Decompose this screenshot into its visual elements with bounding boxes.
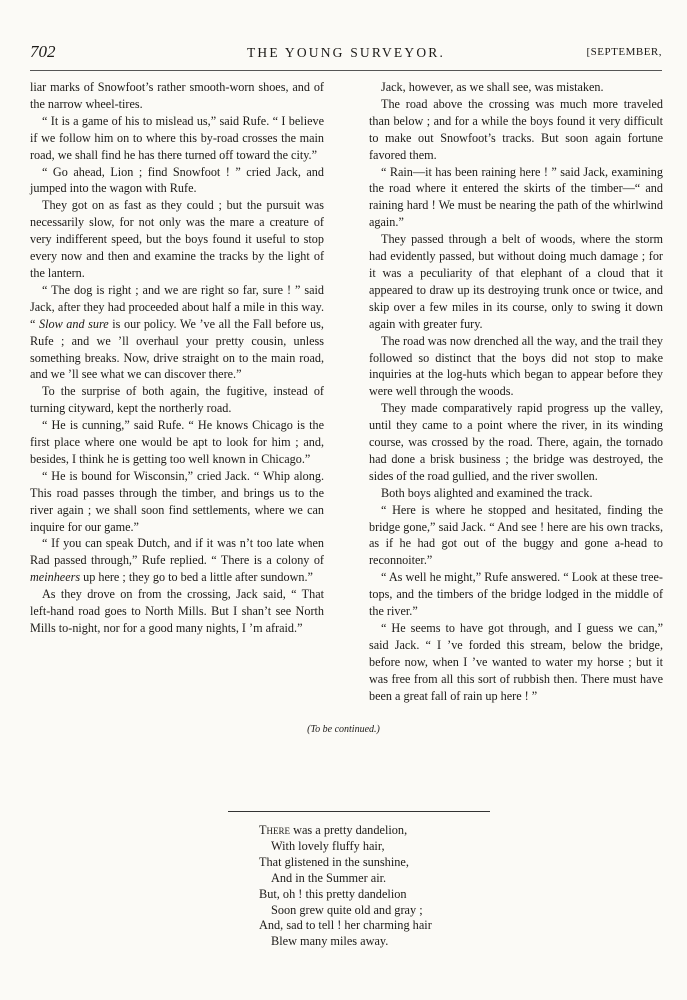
paragraph: “ Go ahead, Lion ; find Snowfoot ! ” cried Jack, and jumped into the wagon with Rufe. [30,164,324,196]
emphasis: meinheers [30,570,81,585]
poem-first-word: There [259,823,291,837]
emphasis: Slow and sure [39,316,109,331]
paragraph: As they drove on from the crossing, Jack said, “ That left-hand road goes to North Mills. But I shan’t see North Mills to-night, nor for a good many nights, I ’m afraid.” [30,587,324,635]
poem-line: With lovely fluffy hair, [271,838,385,853]
section-separator [228,811,490,812]
paragraph: “ As well he might,” Rufe answered. “ Look at these tree-tops, and the timbers of the bridge lodged in the middle of the river.” [369,570,663,619]
continued-note: (To be continued.) [307,724,380,735]
page-number: 702 [30,42,56,61]
paragraph: The road above the crossing was much more traveled than below ; and for a while the boys found it very difficult to make out Snowfoot’s tracks. But soon again fortune favored them. [369,96,663,162]
page-header [30,42,662,64]
paragraph: “ It is a game of his to mislead us,” said Rufe. “ I believe if we follow him on to where this by-road crosses the main road, we shall find he has there turned off toward the city.” [30,113,324,162]
poem-line: Soon grew quite old and gray ; [271,902,423,917]
poem-first-line-rest: was a pretty dandelion, [290,823,408,837]
paragraph: They passed through a belt of woods, where the storm had evidently passed, but without doing much damage ; for it was a peculiarity of that elephant of a cloud that it appeared to draw up its destroying trunk once or twice, and skip over a few miles in its course, only to swing it down again with greater fury. [369,232,663,331]
paragraph: “ Here is where he stopped and hesitated, finding the bridge gone,” said Jack. “ And see ! here are his own tracks, as if he had got out of the buggy and gone a-head to reconnoiter.” [369,502,663,568]
right-column [369,79,663,705]
poem-line: And, sad to tell ! her charming hair [259,918,432,933]
paragraph: Jack, however, as we shall see, was mistaken. [381,80,604,94]
paragraph: They made comparatively rapid progress up the valley, until they came to a point where the river, in its winding course, was crossed by the road. There, again, the tornado had done a brisk business ; the bridge was destroyed, the sides of the road gullied, and the river swollen. [369,401,663,483]
paragraph: “ He is cunning,” said Rufe. “ He knows Chicago is the first place where one would be apt to look for him ; and, besides, I think he is getting too well known in Chicago.” [30,418,324,466]
paragraph: “ If you can speak Dutch, and if it was n’t too late when Rad passed through,” Rufe replied. “ There is a colony of meinheers up here ; they go to bed a little after sundown.” [30,536,324,585]
poem [259,823,519,950]
paragraph: “ Rain—it has been raining here ! ” said Jack, examining the road where it entered the skirts of the timber—“ and raining hard ! We must be nearing the path of the whirlwind again.” [369,164,663,230]
header-rule [30,70,662,71]
paragraph: “ The dog is right ; and we are right so far, sure ! ” said Jack, after they had proceeded about half a mile in this way. “ Slow and sure is our policy. We ’ve all the Fall before us, Rufe ; and we ’ll overhaul your pretty cousin, unless something breaks. Now, drive straight on to the main road, and we ’ll see what we can discover there.” [30,282,324,382]
paragraph: Both boys alighted and examined the track. [381,485,593,500]
poem-line: Blew many miles away. [271,934,389,949]
paragraph: “ He seems to have got through, and I guess we can,” said Jack. “ I ’ve forded this stream, below the bridge, before now, when I ’ve wanted to water my horse ; but it was free from all this sort of rubbish then. There must have been a great fall of rain up here ! ” [369,621,663,703]
paragraph: To the surprise of both again, the fugitive, instead of turning cityward, kept the northerly road. [30,384,324,416]
poem-line: But, oh ! this pretty dandelion [259,886,407,901]
poem-line [259,823,519,839]
running-title: THE YOUNG SURVEYOR. [246,45,446,60]
poem-line: That glistened in the sunshine, [259,854,409,869]
paragraph: “ He is bound for Wisconsin,” cried Jack. “ Whip along. This road passes through the timber, and brings us to the river again ; we shall soon find settlements, where we can inquire for our game.” [30,468,324,534]
paragraph: liar marks of Snowfoot’s rather smooth-worn shoes, and of the narrow wheel-tires. [30,80,324,111]
poem-line: And in the Summer air. [271,870,387,885]
paragraph: They got on as fast as they could ; but the pursuit was necessarily slow, for not only was the mare a creature of very indifferent speed, but the boys found it useful to stop every now and then and examine the tracks by the light of the lantern. [30,198,324,280]
running-month: [SEPTEMBER, [586,46,662,58]
left-column [30,79,324,637]
paragraph: The road was now drenched all the way, and the trail they followed so distinct that the boys did not stop to make inquiries at the log-huts which began to appear before they were well through the woods. [369,333,663,399]
